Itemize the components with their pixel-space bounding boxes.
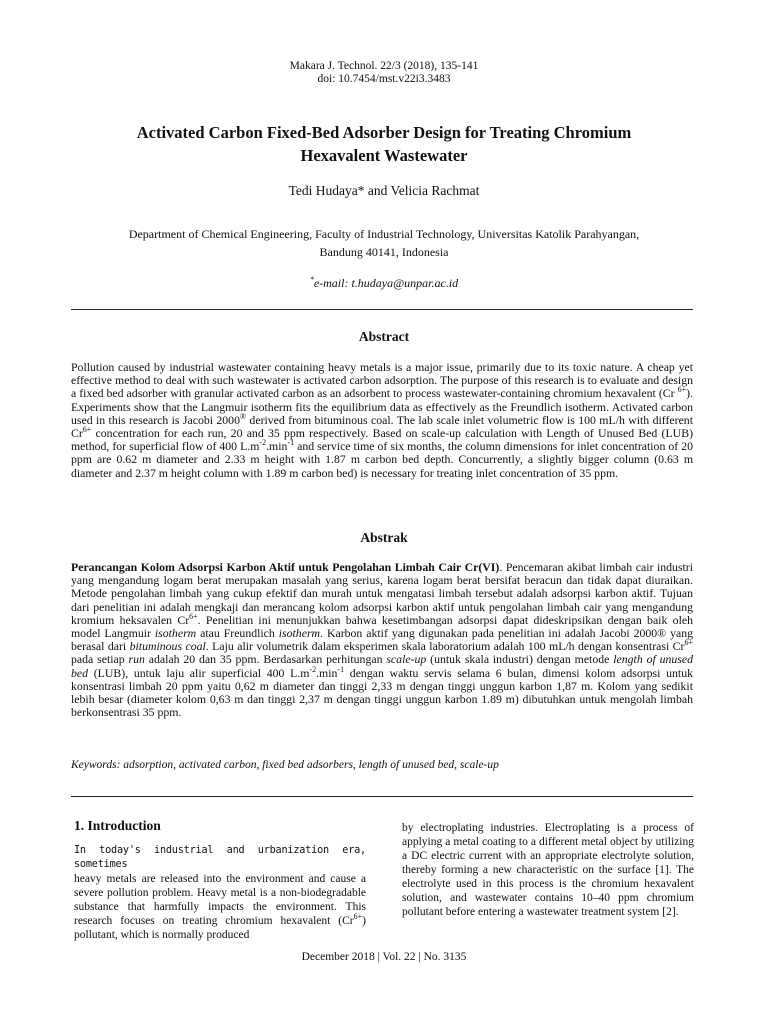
introduction-text: heavy metals are released into the environment and cause a severe pollution problem. Heavy metal is a non-biodegradable substance that harmfully impacts the environment. This research focuses on treating chromium hexavalent (Cr [74, 873, 366, 927]
abstrak-text: . Karbon aktif yang digunakan pada penelitian ini adalah Jacobi 2000® yang berasal dari [71, 626, 694, 654]
abstract-text: Pollution caused by industrial wastewater containing heavy metals is a major issue, primarily due to its toxic nature. A cheap yet effective method to deal with such wastewater is activated carbon adsorption. The purpose of this research is to evaluate and design a fixed bed adsorber with granular activated carbon as an adsorbent to process wastewater-containing chromium hexavalent (Cr [71, 360, 693, 401]
affiliation [60, 225, 708, 261]
abstrak-italic: isotherm [154, 626, 197, 641]
abstrak-italic: isotherm [278, 626, 321, 641]
abstrak-text: .min [316, 665, 338, 680]
abstrak-sup: -1 [337, 664, 345, 674]
abstrak-text: . Pencemaran akibat limbah cair industri yang mengandung logam berat merupakan masalah yang serius, karena logam berat bersifat beracun dan tidak dapat diuraikan. Metode pengolahan limbah yang cukup efektif dan murah untuk mengatasi limbah tersebut adalah adsorpsi karbon aktif. Tujuan dari penelitian ini adalah mengkaji dan merancang kolom adsorpsi karbon aktif untuk pengolahan limbah cair yang mengandung kromium heksavalen Cr [71, 560, 693, 627]
affiliation-line-1: Department of Chemical Engineering, Faculty of Industrial Technology, Universitas Katolik Parahyangan, [128, 227, 640, 241]
abstract-text: ). Experiments show that the Langmuir isotherm fits the equilibrium data as effectively as the Freundlich isotherm. Activated carbon used in this research is Jacobi 2000 [71, 386, 693, 427]
abstrak-text: . Penelitian ini menunjukkan bahwa kesetimbangan adsorpsi dapat dideskripsikan dengan baik oleh model Langmuir [71, 612, 693, 641]
abstract-text: concentration for each run, 20 and 35 ppm respectively. Based on scale-up calculation with Length of Unused Bed (LUB) method, for superficial flow of 400 L.m [71, 426, 693, 454]
abstrak-text: pada setiap [71, 652, 129, 667]
abstract-sup: 6+ [677, 385, 687, 395]
title-line-1: Activated Carbon Fixed-Bed Adsorber Design for Treating Chromium [136, 123, 632, 142]
abstrak-italic: scale-up [386, 652, 427, 667]
abstrak-text: adalah 20 dan 35 ppm. Berdasarkan perhitungan [144, 652, 387, 667]
abstrak-italic: length of unused bed [71, 652, 694, 680]
abstrak-sup: 6+ [684, 638, 693, 648]
introduction-heading: 1. Introduction [74, 818, 161, 833]
abstrak-text: . Laju alir volumetrik dalam eksperimen skala laboratorium adalah 100 mL/h dengan konsentrasi Cr [205, 639, 685, 654]
abstrak-sup: -2 [309, 664, 317, 674]
abstrak-heading: Abstrak [360, 530, 408, 545]
email-marker: * [309, 275, 314, 284]
bottom-divider [71, 796, 693, 797]
top-divider [71, 309, 693, 310]
affiliation-line-2: Bandung 40141, Indonesia [319, 245, 449, 259]
abstract-sup: -2 [259, 438, 267, 448]
abstrak-body [71, 561, 693, 719]
abstrak-text: atau Freundlich [196, 626, 279, 641]
abstract-sup: ® [239, 411, 247, 421]
authors: Tedi Hudaya* and Velicia Rachmat [288, 183, 480, 198]
keywords: Keywords: adsorption, activated carbon, fixed bed adsorbers, length of unused bed, scale-up [71, 759, 499, 771]
abstrak-text: (LUB), untuk laju alir superficial 400 L.m [88, 665, 310, 680]
abstract-sup: -1 [287, 438, 295, 448]
paper-title [60, 121, 708, 167]
abstract-text: .min [266, 439, 288, 454]
email-text: e-mail: t.hudaya@unpar.ac.id [313, 276, 459, 290]
abstrak-sup: 6+ [189, 611, 198, 621]
introduction-first-line: In today's industrial and urbanization era, sometimes [74, 845, 366, 870]
abstract-body [71, 361, 693, 480]
introduction-sup: 6+ [353, 912, 363, 922]
abstract-sup: 6+ [82, 425, 92, 435]
doi-line: doi: 10.7454/mst.v22i3.3483 [317, 73, 451, 85]
abstract-text: derived from bituminous coal. The lab scale inlet volumetric flow is 100 mL/h with different Cr [71, 412, 693, 441]
introduction-right-column: by electroplating industries. Electroplating is a process of applying a metal coating to a different metal object by utilizing a DC electric current with an appropriate electrolyte solution, thereby forming a new characteristic on the surface [1]. The electrolyte used in this process is the chromium hexavalent solution, and wastewater contains 10–40 ppm chromium pollutant before entering a wastewater treatment system [2]. [402, 822, 694, 918]
page-footer: December 2018 | Vol. 22 | No. 3135 [301, 951, 467, 963]
abstrak-lead-title: Perancangan Kolom Adsorpsi Karbon Aktif untuk Pengolahan Limbah Cair Cr(VI) [71, 560, 500, 574]
abstract-heading: Abstract [358, 329, 410, 344]
abstrak-text: (untuk skala industri) dengan metode [426, 652, 614, 667]
abstrak-italic: bituminous coal [129, 639, 206, 654]
journal-citation: Makara J. Technol. 22/3 (2018), 135-141 [289, 60, 479, 72]
corresponding-email [0, 275, 768, 291]
abstrak-text: dengan waktu servis selama 6 bulan, dimensi kolom adsorpsi untuk konsentrasi limbah 20 ppm yaitu 0,62 m diameter dan tinggi 2,33 m dengan tinggi unggun karbon 1,87 m. Kolom yang sedikit lebih besar (diameter kolom 0,63 m dan tinggi 2,37 m dengan tinggi unggun karbon 1.89 m) dibutuhkan untuk mengolah limbah berkonsentrasi 35 ppm. [71, 665, 693, 720]
introduction-left-column [74, 844, 366, 942]
title-line-2: Hexavalent Wastewater [300, 146, 468, 165]
introduction-text: ) pollutant, which is normally produced [74, 915, 366, 941]
abstrak-italic: run [128, 652, 145, 667]
abstract-text: and service time of six months, the column dimensions for inlet concentration of 20 ppm are 0.62 m diameter and 2.33 m height with 1.87 m carbon bed depth. Concurrently, a slightly bigger column (0.63 m diameter and 2.37 m height column with 1.89 m carbon bed) is necessary for treating inlet concentration of 35 ppm. [71, 439, 693, 480]
